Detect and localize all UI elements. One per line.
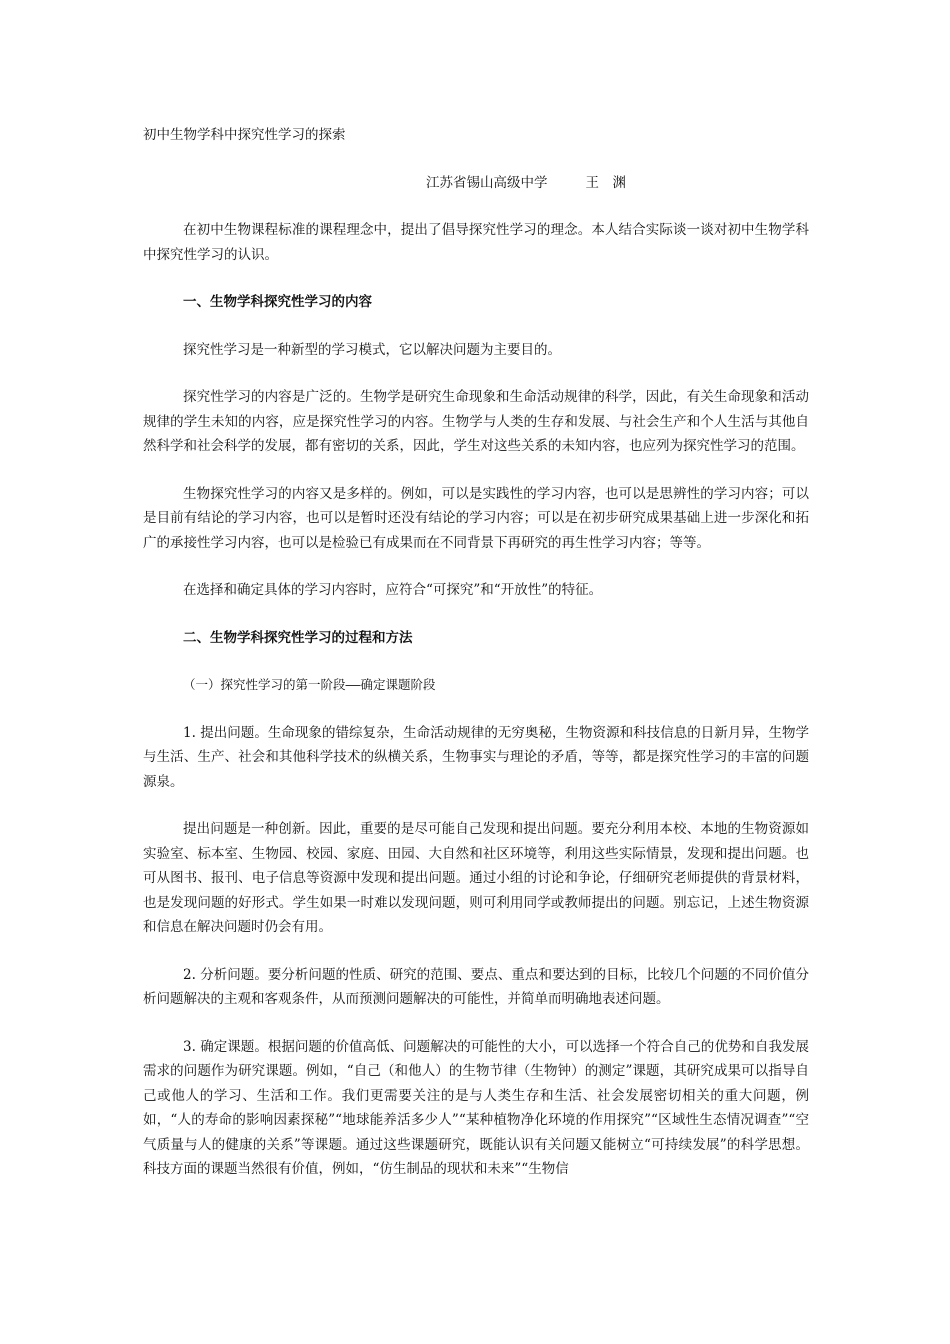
paragraph: 生物探究性学习的内容又是多样的。例如，可以是实践性的学习内容，也可以是思辨性的学习内容；可以是目前有结论的学习内容，也可以是暂时还没有结论的学习内容；可以是在初步研究成果基础上进一步深化和拓广的承接性学习内容，也可以是检验已有成果而在不同背景下再研究的再生性学习内容；等等。 [143,485,809,551]
author-school: 江苏省锡山高级中学 [426,174,548,191]
paragraph: 探究性学习是一种新型的学习模式，它以解决问题为主要目的。 [183,341,561,358]
section-heading-content: 一、生物学科探究性学习的内容 [183,294,372,310]
document-body [143,123,809,1182]
author-name: 王 渊 [585,174,626,191]
subsection-heading-stage-one: （一）探究性学习的第一阶段——确定课题阶段 [183,677,436,692]
section-heading-process: 二、生物学科探究性学习的过程和方法 [183,629,413,646]
paragraph: 提出问题是一种创新。因此，重要的是尽可能自己发现和提出问题。要充分利用本校、本地的生物资源如实验室、标本室、生物园、校园、家庭、田园、大自然和社区环境等，利用这些实际情景，发现和提出问题。也可从图书、报刊、电子信息等资源中发现和提出问题。通过小组的讨论和争论，仔细研究老师提供的背景材料，也是发现问题的好形式。学生如果一时难以发现问题，则可利用同学或教师提出的问题。别忘记，上述生物资源和信息在解决问题时仍会有用。 [143,821,809,935]
paragraph: 1. 提出问题。生命现象的错综复杂，生命活动规律的无穷奥秘，生物资源和科技信息的日新月异，生物学与生活、生产、社会和其他科学技术的纵横关系，生物事实与理论的矛盾，等等，都是探究性学习的丰富的问题源泉。 [143,724,809,790]
paragraph: 3. 确定课题。根据问题的价值高低、问题解决的可能性的大小，可以选择一个符合自己的优势和自我发展需求的问题作为研究课题。例如，“自己（和他人）的生物节律（生物钟）的测定”课题，其研究成果可以指导自己或他人的学习、生活和工作。我们更需要关注的是与人类生存和生活、社会发展密切相关的重大问题，例如，“人的寿命的影响因素探秘”“地球能养活多少人”“某种植物净化环境的作用探究”“区域性生态情况调查”“空气质量与人的健康的关系”等课题。通过这些课题研究，既能认识有关问题又能树立“可持续发展”的科学思想。科技方面的课题当然很有价值，例如，“仿生制品的现状和未来”“生物信 [143,1038,809,1177]
paragraph: 2. 分析问题。要分析问题的性质、研究的范围、要点、重点和要达到的目标，比较几个问题的不同价值分析问题解决的主观和客观条件，从而预测问题解决的可能性，并简单而明确地表述问题。 [143,966,809,1007]
author-byline [143,171,809,196]
intro-paragraph: 在初中生物课程标准的课程理念中，提出了倡导探究性学习的理念。本人结合实际谈一谈对初中生物学科中探究性学习的认识。 [143,222,809,263]
paragraph: 在选择和确定具体的学习内容时，应符合“可探究”和“开放性”的特征。 [183,582,603,598]
document-title: 初中生物学科中探究性学习的探索 [143,127,346,143]
paragraph: 探究性学习的内容是广泛的。生物学是研究生命现象和生命活动规律的科学，因此，有关生命现象和活动规律的学生未知的内容，应是探究性学习的内容。生物学与人类的生存和发展、与社会生产和个人生活与其他自然科学和社会科学的发展，都有密切的关系，因此，学生对这些关系的未知内容，也应列为探究性学习的范围。 [143,389,809,454]
